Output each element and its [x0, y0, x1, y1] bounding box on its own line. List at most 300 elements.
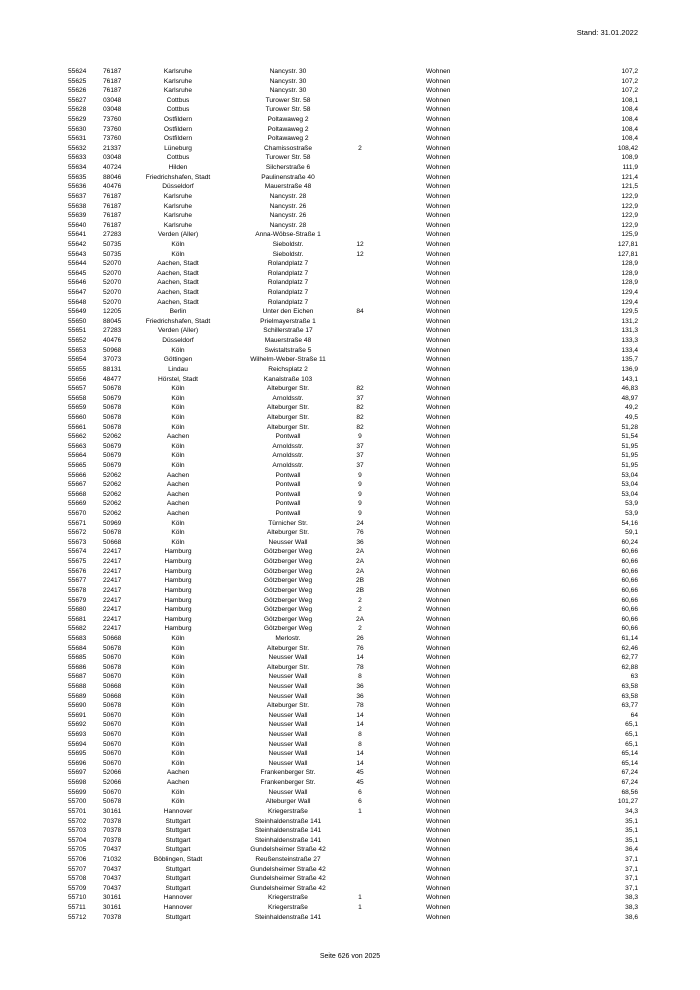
cell-street: Turower Str. 58 [265, 106, 311, 114]
table-row [68, 346, 638, 356]
cell-id: 55628 [68, 106, 87, 114]
cell-street: Pontwall [275, 481, 301, 489]
cell-postal-code: 50679 [103, 452, 122, 460]
cell-value: 38,6 [625, 913, 638, 921]
cell-value: 131,2 [621, 317, 638, 325]
cell-house-number: 76 [356, 529, 364, 537]
cell-city: Karlsruhe [163, 68, 193, 75]
cell-id: 55679 [68, 596, 87, 604]
cell-id: 55644 [68, 260, 87, 268]
cell-value: 136,9 [621, 365, 638, 373]
cell-house-number: 6 [358, 788, 362, 796]
cell-value: 67,24 [621, 779, 638, 787]
cell-id: 55645 [68, 269, 87, 277]
cell-city: Verden (Aller) [157, 327, 199, 335]
table-row [68, 442, 638, 452]
cell-street: Steinhaldenstraße 141 [254, 836, 322, 844]
cell-street: Kriegerstraße [268, 807, 308, 815]
cell-city: Ostfildern [163, 116, 193, 124]
cell-value: 35,1 [625, 836, 638, 844]
table-row [68, 692, 638, 702]
cell-usage: Wohnen [426, 135, 451, 143]
cell-id: 55652 [68, 337, 87, 345]
cell-usage: Wohnen [426, 77, 451, 85]
cell-postal-code: 50678 [103, 702, 122, 710]
table-row [68, 576, 638, 586]
cell-id: 55646 [68, 279, 87, 287]
cell-city: Köln [171, 731, 185, 739]
table-row [68, 884, 638, 894]
cell-street: Arnoldsstr. [272, 394, 304, 402]
cell-value: 65,1 [625, 740, 638, 748]
cell-house-number: 6 [358, 798, 362, 806]
cell-city: Köln [171, 519, 185, 527]
cell-postal-code: 30161 [103, 807, 122, 815]
cell-street: Pontwall [275, 490, 301, 498]
cell-house-number: 24 [356, 519, 364, 527]
cell-city: Hamburg [164, 596, 192, 604]
cell-house-number: 84 [356, 308, 364, 316]
cell-usage: Wohnen [426, 683, 451, 690]
cell-street: Götzberger Weg [263, 625, 313, 633]
cell-city: Köln [171, 404, 185, 412]
cell-id: 55703 [68, 827, 87, 835]
cell-value: 107,2 [621, 87, 638, 95]
cell-id: 55696 [68, 759, 87, 767]
cell-value: 65,1 [625, 721, 638, 729]
cell-postal-code: 50670 [103, 654, 122, 662]
cell-value: 60,66 [621, 615, 638, 623]
cell-value: 51,95 [621, 442, 638, 450]
cell-id: 55651 [68, 327, 87, 335]
cell-postal-code: 22417 [103, 567, 122, 575]
cell-value: 108,4 [621, 116, 638, 124]
cell-street: Nancystr. 30 [269, 77, 307, 85]
cell-city: Köln [171, 346, 185, 354]
cell-id: 55676 [68, 567, 87, 575]
cell-city: Göttingen [163, 356, 193, 364]
cell-usage: Wohnen [426, 731, 451, 739]
cell-id: 55649 [68, 308, 87, 316]
cell-value: 122,9 [621, 192, 638, 200]
cell-city: Cottbus [166, 106, 190, 114]
cell-postal-code: 52070 [103, 289, 122, 297]
cell-id: 55710 [68, 894, 87, 902]
cell-house-number: 1 [358, 904, 362, 912]
cell-postal-code: 73760 [103, 125, 122, 133]
cell-value: 143,1 [621, 375, 638, 383]
table-row [68, 307, 638, 317]
cell-street: Neusser Wall [268, 711, 308, 719]
table-row [68, 163, 638, 173]
cell-street: Kriegerstraße [268, 904, 308, 912]
cell-postal-code: 70378 [103, 817, 122, 825]
cell-city: Düsseldorf [162, 183, 194, 191]
table-row [68, 807, 638, 817]
stand-date: Stand: 31.01.2022 [576, 28, 638, 37]
cell-street: Wilhelm-Weber-Straße 11 [250, 356, 326, 364]
cell-postal-code: 50678 [103, 404, 122, 412]
cell-value: 122,9 [621, 212, 638, 220]
table-row [68, 250, 638, 260]
cell-postal-code: 27283 [103, 327, 122, 335]
cell-city: Lindau [168, 365, 188, 373]
cell-city: Köln [171, 683, 185, 690]
cell-id: 55693 [68, 731, 87, 739]
cell-id: 55678 [68, 586, 87, 594]
cell-value: 63,77 [621, 702, 638, 710]
cell-id: 55668 [68, 490, 87, 498]
cell-id: 55633 [68, 154, 87, 162]
cell-street: Steinhaldenstraße 141 [254, 817, 322, 825]
cell-city: Karlsruhe [163, 212, 193, 220]
table-row [68, 817, 638, 827]
cell-usage: Wohnen [426, 846, 451, 854]
cell-value: 53,9 [625, 510, 638, 518]
cell-street: Poltawaweg 2 [267, 135, 309, 143]
table-row [68, 317, 638, 327]
cell-id: 55691 [68, 711, 87, 719]
cell-id: 55702 [68, 817, 87, 825]
cell-value: 60,66 [621, 586, 638, 594]
cell-postal-code: 70378 [103, 836, 122, 844]
cell-house-number: 14 [356, 721, 364, 729]
cell-value: 65,14 [621, 750, 638, 758]
table-row [68, 893, 638, 903]
cell-postal-code: 76187 [103, 221, 122, 229]
cell-id: 55630 [68, 125, 87, 133]
cell-usage: Wohnen [426, 798, 451, 806]
cell-city: Köln [171, 721, 185, 729]
cell-usage: Wohnen [426, 96, 451, 104]
table-row [68, 749, 638, 759]
cell-postal-code: 76187 [103, 212, 122, 220]
cell-usage: Wohnen [426, 865, 451, 873]
table-row [68, 788, 638, 798]
cell-usage: Wohnen [426, 827, 451, 835]
cell-street: Neusser Wall [268, 654, 308, 662]
cell-street: Neusser Wall [268, 692, 308, 700]
cell-postal-code: 76187 [103, 192, 122, 200]
cell-house-number: 78 [356, 702, 364, 710]
table-row [68, 567, 638, 577]
cell-usage: Wohnen [426, 788, 451, 796]
cell-value: 35,1 [625, 827, 638, 835]
table-row [68, 298, 638, 308]
cell-postal-code: 50735 [103, 240, 122, 248]
cell-street: Poltawaweg 2 [267, 116, 309, 124]
cell-house-number: 8 [358, 731, 362, 739]
cell-value: 60,66 [621, 606, 638, 614]
cell-city: Köln [171, 538, 185, 546]
cell-house-number: 14 [356, 750, 364, 758]
cell-street: Alteburger Str. [266, 423, 310, 431]
cell-city: Köln [171, 663, 185, 671]
cell-street: Steinhaldenstraße 141 [254, 913, 322, 921]
cell-city: Köln [171, 759, 185, 767]
cell-postal-code: 50670 [103, 731, 122, 739]
cell-id: 55665 [68, 461, 87, 469]
cell-value: 65,1 [625, 731, 638, 739]
cell-value: 108,9 [621, 154, 638, 162]
cell-postal-code: 30161 [103, 904, 122, 912]
table-row [68, 797, 638, 807]
cell-city: Aachen [166, 500, 190, 508]
cell-usage: Wohnen [426, 221, 451, 229]
cell-value: 53,04 [621, 490, 638, 498]
cell-value: 60,66 [621, 567, 638, 575]
table-row [68, 913, 638, 923]
cell-postal-code: 52062 [103, 481, 122, 489]
cell-id: 55685 [68, 654, 87, 662]
cell-value: 128,9 [621, 269, 638, 277]
cell-usage: Wohnen [426, 615, 451, 623]
table-row [68, 240, 638, 250]
cell-postal-code: 76187 [103, 87, 122, 95]
cell-city: Köln [171, 798, 185, 806]
cell-id: 55637 [68, 192, 87, 200]
cell-street: Pontwall [275, 433, 301, 441]
cell-value: 60,66 [621, 548, 638, 556]
cell-street: Alteburger Str. [266, 413, 310, 421]
cell-value: 135,7 [621, 356, 638, 364]
cell-usage: Wohnen [426, 692, 451, 700]
cell-city: Aachen, Stadt [157, 289, 199, 297]
cell-postal-code: 22417 [103, 558, 122, 566]
cell-street: Alteburger Str. [266, 644, 310, 652]
cell-id: 55677 [68, 577, 87, 585]
cell-street: Arnoldsstr. [272, 461, 304, 469]
cell-postal-code: 37073 [103, 356, 122, 364]
table-row [68, 105, 638, 115]
cell-city: Ostfildern [163, 135, 193, 143]
cell-city: Karlsruhe [163, 192, 193, 200]
cell-value: 34,3 [625, 807, 638, 815]
cell-city: Köln [171, 740, 185, 748]
table-row [68, 423, 638, 433]
cell-street: Neusser Wall [268, 788, 308, 796]
cell-house-number: 14 [356, 654, 364, 662]
cell-value: 53,04 [621, 471, 638, 479]
cell-value: 122,9 [621, 202, 638, 210]
cell-street: Gundelsheimer Straße 42 [250, 875, 326, 883]
cell-street: Anna-Wöbse-Straße 1 [255, 231, 321, 239]
cell-house-number: 2A [355, 567, 365, 575]
cell-usage: Wohnen [426, 346, 451, 354]
cell-postal-code: 52070 [103, 269, 122, 277]
cell-id: 55654 [68, 356, 87, 364]
cell-usage: Wohnen [426, 644, 451, 652]
cell-postal-code: 22417 [103, 625, 122, 633]
cell-value: 60,24 [621, 538, 638, 546]
cell-city: Aachen, Stadt [157, 279, 199, 287]
cell-city: Köln [171, 461, 185, 469]
cell-usage: Wohnen [426, 87, 451, 95]
table-row [68, 230, 638, 240]
cell-postal-code: 73760 [103, 116, 122, 124]
cell-value: 53,9 [625, 500, 638, 508]
cell-postal-code: 52062 [103, 510, 122, 518]
cell-house-number: 76 [356, 644, 364, 652]
cell-id: 55655 [68, 365, 87, 373]
cell-house-number: 36 [356, 692, 364, 700]
cell-usage: Wohnen [426, 260, 451, 268]
cell-postal-code: 50678 [103, 663, 122, 671]
cell-value: 35,1 [625, 817, 638, 825]
cell-id: 55687 [68, 673, 87, 681]
cell-id: 55672 [68, 529, 87, 537]
table-row [68, 874, 638, 884]
cell-postal-code: 50678 [103, 529, 122, 537]
cell-city: Hamburg [164, 558, 192, 566]
cell-city: Stuttgart [165, 827, 191, 835]
cell-city: Köln [171, 442, 185, 450]
cell-usage: Wohnen [426, 500, 451, 508]
cell-id: 55694 [68, 740, 87, 748]
cell-street: Nancystr. 30 [269, 87, 307, 95]
table-row [68, 586, 638, 596]
cell-id: 55697 [68, 769, 87, 777]
table-row [68, 682, 638, 692]
cell-house-number: 2 [358, 606, 362, 614]
cell-postal-code: 50679 [103, 461, 122, 469]
table-row [68, 720, 638, 730]
cell-street: Arnoldsstr. [272, 442, 304, 450]
cell-postal-code: 48477 [103, 375, 122, 383]
cell-street: Neusser Wall [268, 673, 308, 681]
cell-id: 55705 [68, 846, 87, 854]
cell-city: Köln [171, 673, 185, 681]
cell-id: 55626 [68, 87, 87, 95]
cell-city: Stuttgart [165, 846, 191, 854]
cell-value: 54,16 [621, 519, 638, 527]
cell-value: 61,14 [621, 634, 638, 642]
cell-street: Mauerstraße 48 [264, 183, 312, 191]
cell-city: Stuttgart [165, 836, 191, 844]
cell-street: Neusser Wall [268, 721, 308, 729]
cell-usage: Wohnen [426, 144, 451, 152]
cell-usage: Wohnen [426, 250, 451, 258]
cell-house-number: 36 [356, 683, 364, 690]
cell-id: 55699 [68, 788, 87, 796]
cell-postal-code: 73760 [103, 135, 122, 143]
table-row [68, 509, 638, 519]
table-row [68, 96, 638, 106]
cell-postal-code: 50670 [103, 711, 122, 719]
cell-value: 108,1 [621, 96, 638, 104]
table-row [68, 365, 638, 375]
cell-postal-code: 50670 [103, 740, 122, 748]
cell-id: 55635 [68, 173, 87, 181]
cell-value: 37,1 [625, 865, 638, 873]
cell-postal-code: 70378 [103, 827, 122, 835]
cell-usage: Wohnen [426, 519, 451, 527]
cell-value: 60,66 [621, 625, 638, 633]
cell-postal-code: 71032 [103, 855, 122, 863]
cell-street: Schillerstraße 17 [263, 327, 313, 335]
cell-value: 108,4 [621, 106, 638, 114]
cell-usage: Wohnen [426, 538, 451, 546]
cell-city: Köln [171, 423, 185, 431]
cell-usage: Wohnen [426, 269, 451, 277]
cell-usage: Wohnen [426, 740, 451, 748]
cell-usage: Wohnen [426, 240, 451, 248]
cell-house-number: 12 [356, 240, 364, 248]
cell-value: 131,3 [621, 327, 638, 335]
cell-usage: Wohnen [426, 673, 451, 681]
cell-id: 55660 [68, 413, 87, 421]
table-row [68, 730, 638, 740]
table-row [68, 759, 638, 769]
cell-id: 55686 [68, 663, 87, 671]
cell-id: 55647 [68, 289, 87, 297]
cell-usage: Wohnen [426, 212, 451, 220]
cell-value: 49,2 [625, 404, 638, 412]
cell-street: Alteburger Str. [266, 702, 310, 710]
cell-id: 55674 [68, 548, 87, 556]
cell-id: 55708 [68, 875, 87, 883]
cell-city: Karlsruhe [163, 221, 193, 229]
cell-usage: Wohnen [426, 394, 451, 402]
cell-id: 55648 [68, 298, 87, 306]
table-row [68, 596, 638, 606]
cell-city: Köln [171, 702, 185, 710]
cell-usage: Wohnen [426, 721, 451, 729]
table-row [68, 826, 638, 836]
cell-street: Neusser Wall [268, 538, 308, 546]
cell-id: 55707 [68, 865, 87, 873]
cell-usage: Wohnen [426, 231, 451, 239]
table-row [68, 711, 638, 721]
cell-id: 55653 [68, 346, 87, 354]
cell-id: 55661 [68, 423, 87, 431]
cell-postal-code: 22417 [103, 548, 122, 556]
cell-house-number: 9 [358, 500, 362, 508]
cell-value: 53,04 [621, 481, 638, 489]
cell-postal-code: 50968 [103, 346, 122, 354]
cell-value: 133,4 [621, 346, 638, 354]
cell-postal-code: 22417 [103, 615, 122, 623]
cell-city: Hilden [168, 164, 188, 172]
cell-house-number: 37 [356, 442, 364, 450]
cell-id: 55673 [68, 538, 87, 546]
cell-street: Alteburger Str. [266, 663, 310, 671]
table-row [68, 403, 638, 413]
cell-street: Rolandplatz 7 [267, 289, 309, 297]
cell-city: Karlsruhe [163, 87, 193, 95]
cell-id: 55625 [68, 77, 87, 85]
cell-usage: Wohnen [426, 913, 451, 921]
cell-street: Gundelsheimer Straße 42 [250, 884, 326, 892]
cell-street: Reichsplatz 2 [268, 365, 308, 373]
cell-id: 55641 [68, 231, 87, 239]
cell-usage: Wohnen [426, 413, 451, 421]
cell-house-number: 36 [356, 538, 364, 546]
cell-id: 55636 [68, 183, 87, 191]
cell-postal-code: 50679 [103, 394, 122, 402]
cell-street: Frankenberger Str. [260, 779, 316, 787]
cell-id: 55638 [68, 202, 87, 210]
table-row [68, 480, 638, 490]
cell-usage: Wohnen [426, 404, 451, 412]
cell-street: Rolandplatz 7 [267, 279, 309, 287]
table-row [68, 490, 638, 500]
cell-street: Mauerstraße 48 [264, 337, 312, 345]
table-row [68, 701, 638, 711]
cell-value: 68,56 [621, 788, 638, 796]
cell-city: Berlin [169, 308, 187, 316]
cell-house-number: 82 [356, 404, 364, 412]
